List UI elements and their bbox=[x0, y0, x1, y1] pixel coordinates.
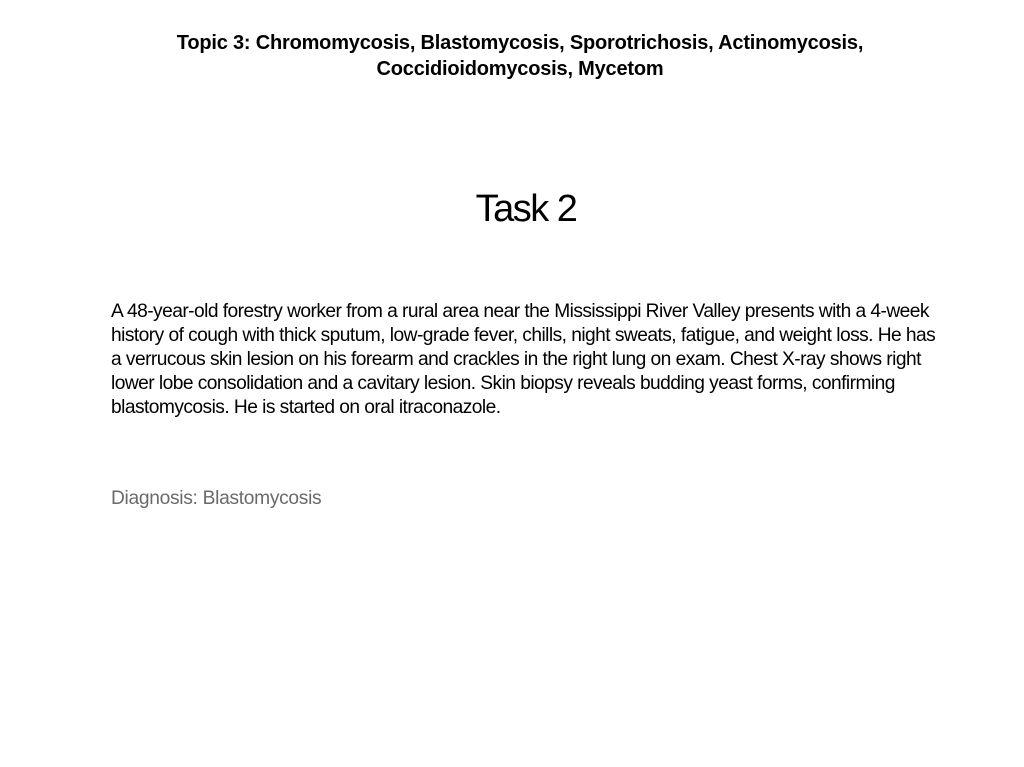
case-description: A 48-year-old forestry worker from a rural area near the Mississippi River Valley presents with a 4-week history of cough with thick sputum, low-grade fever, chills, night sweats, fatigue, and weight loss. He has a verrucous skin lesion on his forearm and crackles in the right lung on exam. Chest X-ray shows right lower lobe consolidation and a cavitary lesion. Skin biopsy reveals budding yeast forms, confirming blastomycosis. He is started on oral itraconazole. bbox=[111, 301, 936, 418]
diagnosis-label: Diagnosis: Blastomycosis bbox=[111, 488, 322, 509]
task-title: Task 2 bbox=[475, 188, 577, 230]
topic-heading-line-1: Topic 3: Chromomycosis, Blastomycosis, Sporotrichosis, Actinomycosis, bbox=[176, 32, 864, 54]
topic-heading-line-2: Coccidioidomycosis, Mycetom bbox=[376, 58, 664, 80]
topic-heading bbox=[90, 30, 950, 82]
